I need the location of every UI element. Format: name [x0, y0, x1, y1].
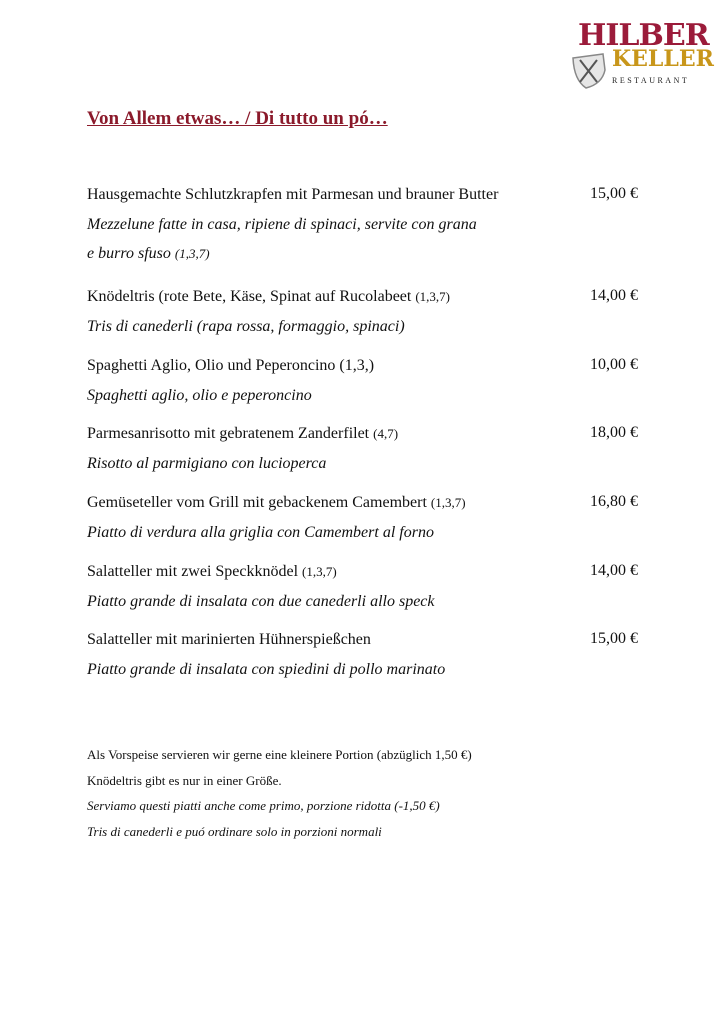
menu-item: [87, 356, 647, 406]
menu-item: [87, 562, 647, 612]
item-name-de: [87, 356, 647, 376]
item-price: 15,00 €: [590, 630, 638, 647]
item-name-text: Salatteller mit zwei Speckknödel: [87, 563, 299, 580]
item-name-text: Knödeltris (rote Bete, Käse, Spinat auf Rucolabeet: [87, 288, 412, 305]
item-name-it: Mezzelune fatte in casa, ripiene di spinaci, servite con grana: [87, 216, 477, 233]
logo-line3: RESTAURANT: [612, 76, 690, 85]
item-name-text: Salatteller mit marinierten Hühnerspießchen: [87, 631, 371, 648]
item-name-de: [87, 630, 647, 650]
allergens: (1,3,7): [302, 564, 337, 579]
item-name-it-text: e burro sfuso: [87, 245, 171, 262]
item-name-text: Hausgemachte Schlutzkrapfen mit Parmesan und brauner Butter: [87, 186, 499, 203]
restaurant-logo: [570, 18, 714, 90]
item-price: 16,80 €: [590, 493, 638, 510]
item-name-it-cont: [87, 244, 647, 264]
item-name-it: Spaghetti aglio, olio e peperoncino: [87, 387, 312, 404]
section-title: Von Allem etwas… / Di tutto un pó…: [87, 108, 388, 129]
item-name-it: Piatto di verdura alla griglia con Camembert al forno: [87, 524, 434, 541]
item-name-it: Piatto grande di insalata con due canederli allo speck: [87, 593, 435, 610]
menu-item: [87, 424, 647, 474]
note-de-2: Knödeltris gibt es nur in einer Größe.: [87, 772, 282, 788]
item-name-text: Parmesanrisotto mit gebratenem Zanderfilet: [87, 425, 370, 442]
notes: [87, 742, 472, 844]
menu-item: [87, 185, 647, 264]
menu-item: [87, 287, 647, 337]
item-name-de: [87, 185, 647, 205]
item-name-it: Piatto grande di insalata con spiedini di pollo marinato: [87, 661, 446, 678]
allergens: (1,3,7): [174, 246, 210, 261]
allergens: (1,3,7): [430, 495, 466, 510]
logo-line1: HILBER: [578, 18, 709, 53]
note-it-1: Serviamo questi piatti anche come primo, porzione ridotta (-1,50 €): [87, 798, 440, 813]
item-name-it: Tris di canederli (rapa rossa, formaggio, spinaci): [87, 318, 405, 335]
shield-icon: [570, 52, 608, 90]
menu-item: [87, 630, 647, 680]
item-name-text: Gemüseteller vom Grill mit gebackenem Camembert: [87, 494, 427, 511]
item-name-de: [87, 287, 647, 307]
item-price: 10,00 €: [590, 356, 638, 373]
item-name-de: [87, 424, 647, 444]
item-price: 14,00 €: [590, 287, 638, 304]
menu-item: [87, 493, 647, 543]
allergens: (1,3,7): [415, 289, 451, 304]
item-price: 15,00 €: [590, 185, 638, 202]
item-name-it: Risotto al parmigiano con lucioperca: [87, 455, 327, 472]
item-name-de: [87, 493, 647, 513]
item-name-de: [87, 562, 647, 582]
item-price: 18,00 €: [590, 424, 638, 441]
item-price: 14,00 €: [590, 562, 638, 579]
item-name-text: Spaghetti Aglio, Olio und Peperoncino (1,3,): [87, 357, 375, 374]
note-it-2: Tris di canederli e puó ordinare solo in porzioni normali: [87, 823, 382, 839]
logo-line2: KELLER: [612, 46, 714, 72]
allergens: (4,7): [373, 426, 399, 441]
note-de-1: Als Vorspeise servieren wir gerne eine kleinere Portion (abzüglich 1,50 €): [87, 747, 472, 762]
